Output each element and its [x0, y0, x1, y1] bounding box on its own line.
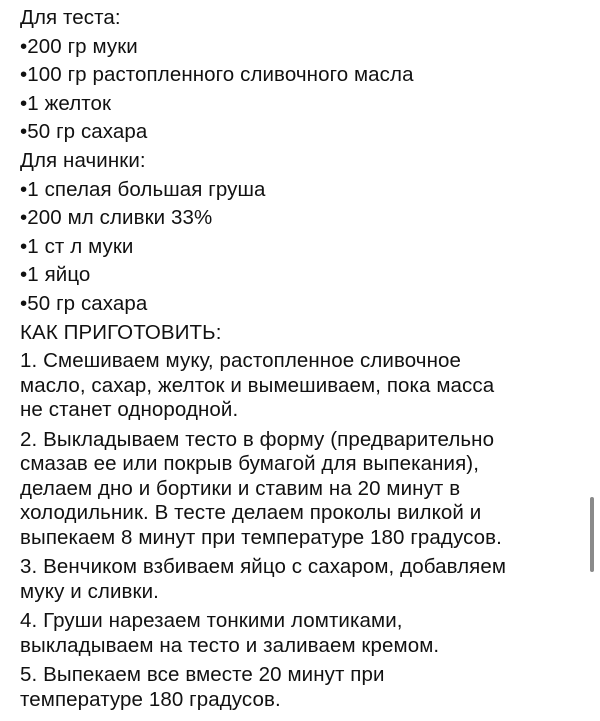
filling-item: •50 гр сахара	[20, 291, 148, 315]
step-line: 2. Выкладываем тесто в форму (предварительно	[20, 427, 495, 451]
recipe-document	[20, 4, 580, 712]
step-line: 3. Венчиком взбиваем яйцо с сахаром, добавляем	[20, 555, 507, 579]
step-line: температуре 180 градусов.	[20, 687, 281, 711]
dough-heading: Для теста:	[20, 6, 121, 29]
step-line: не станет однородной.	[20, 398, 239, 422]
method-heading: КАК ПРИГОТОВИТЬ:	[20, 320, 222, 344]
step-line: холодильник. В тесте делаем проколы вилкой и	[20, 501, 482, 525]
dough-item: •200 гр муки	[20, 34, 138, 58]
step-line: муку и сливки.	[20, 579, 159, 603]
step-line: 1. Смешиваем муку, растопленное сливочное	[20, 349, 461, 373]
step-line: 5. Выпекаем все вместе 20 минут при	[20, 663, 385, 687]
method-step-1	[20, 349, 580, 423]
step-line: делаем дно и бортики и ставим на 20 минут в	[20, 476, 461, 500]
step-line: смазав ее или покрыв бумагой для выпекания),	[20, 452, 479, 476]
scrollbar-thumb[interactable]	[590, 497, 594, 572]
step-line: выкладываем на тесто и заливаем кремом.	[20, 633, 440, 657]
filling-item: •200 мл сливки 33%	[20, 206, 213, 230]
step-line: масло, сахар, желток и вымешиваем, пока масса	[20, 373, 495, 397]
dough-item: •50 гр сахара	[20, 120, 148, 144]
dough-item: •100 гр растопленного сливочного масла	[20, 63, 414, 87]
method-step-3	[20, 555, 580, 604]
method-step-2	[20, 428, 580, 551]
filling-item: •1 ст л муки	[20, 234, 134, 258]
filling-item: •1 спелая большая груша	[20, 177, 266, 201]
filling-item: •1 яйцо	[20, 263, 91, 287]
step-line: 4. Груши нарезаем тонкими ломтиками,	[20, 609, 403, 633]
step-line: выпекаем 8 минут при температуре 180 градусов.	[20, 525, 502, 549]
filling-heading: Для начинки:	[20, 148, 146, 172]
method-step-5	[20, 663, 580, 712]
method-step-4	[20, 609, 580, 658]
dough-item: •1 желток	[20, 91, 112, 115]
